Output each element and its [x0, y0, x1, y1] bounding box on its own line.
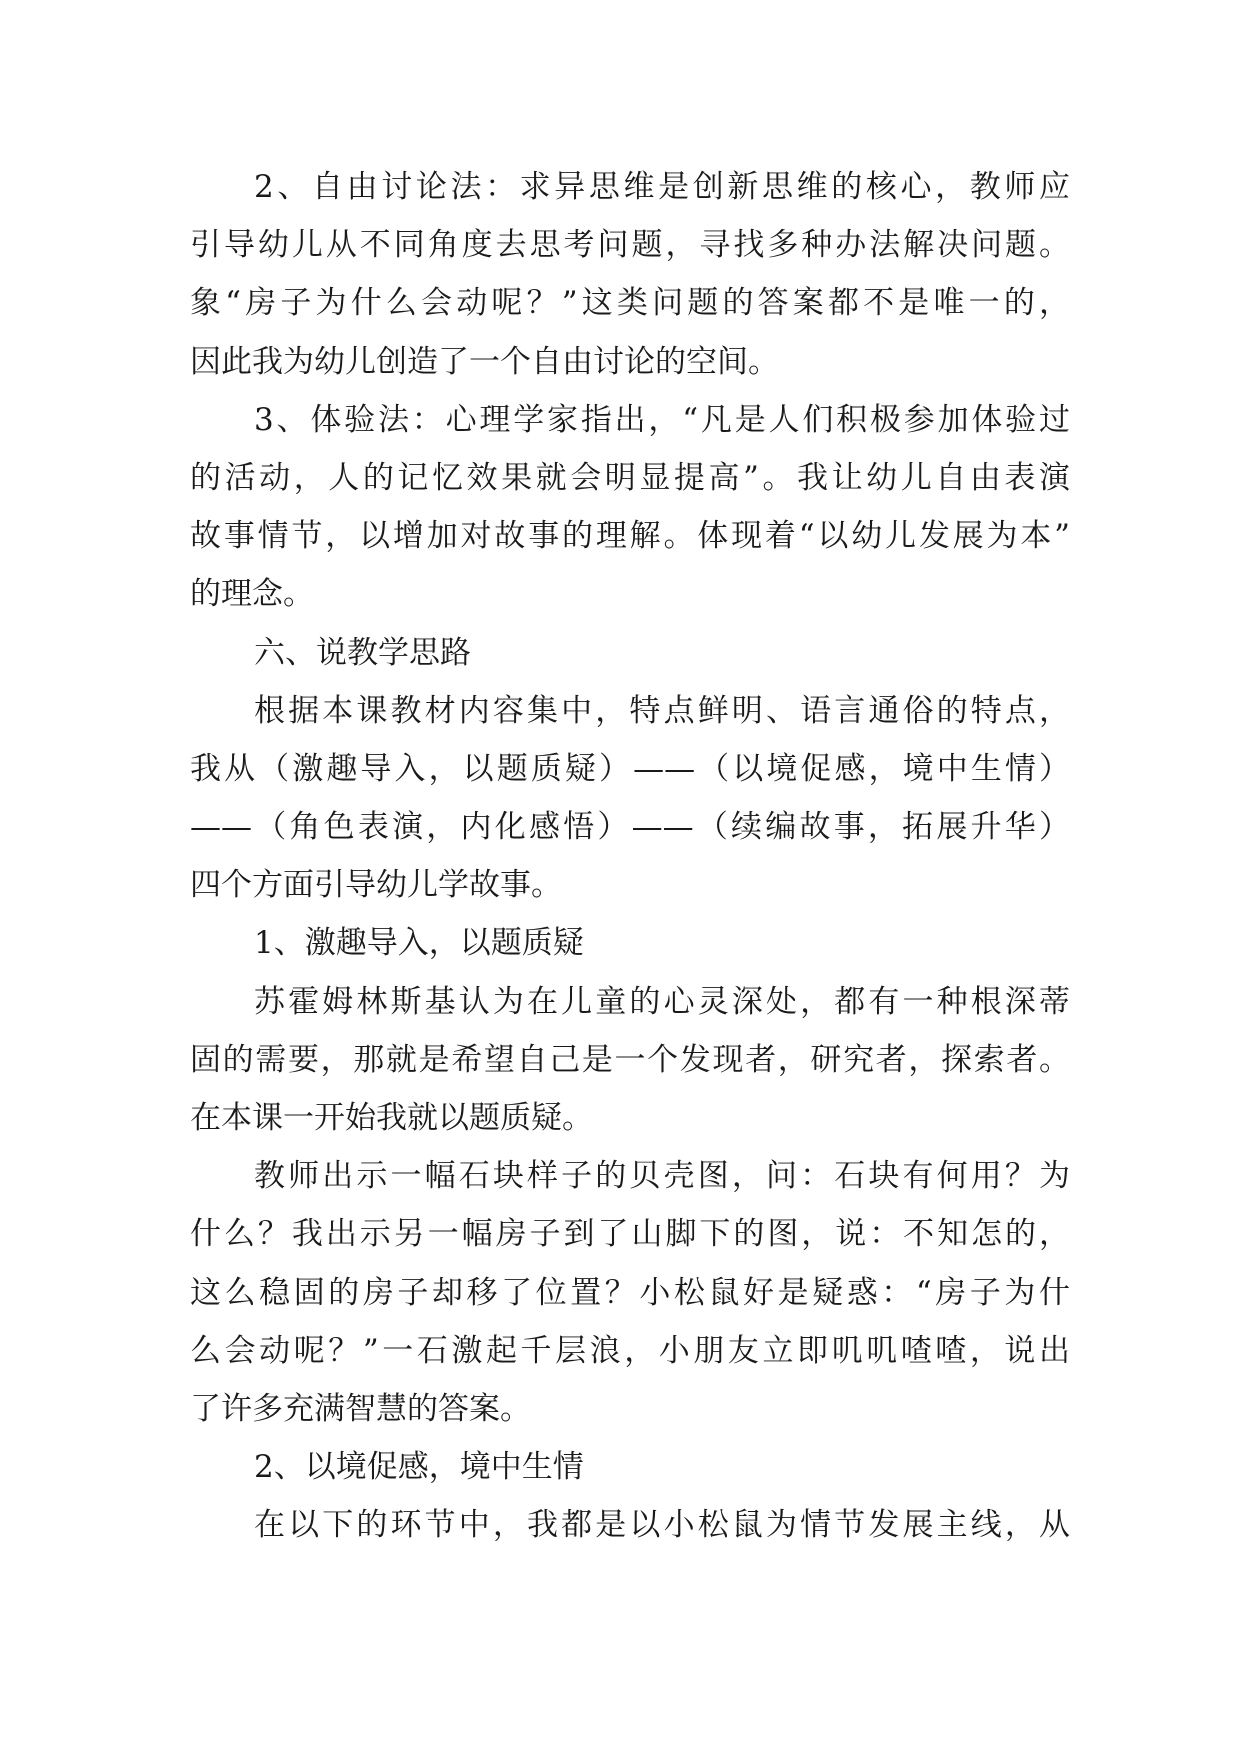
- text-line: 四个方面引导幼儿学故事。: [190, 867, 562, 904]
- text-line: 苏霍姆林斯基认为在儿童的心灵深处，都有一种根深蒂: [254, 983, 1070, 1020]
- text-line: 引导幼儿从不同角度去思考问题，寻找多种办法解决问题。: [190, 227, 1070, 264]
- document-body: [190, 158, 1070, 1555]
- text-line: 在本课一开始我就以题质疑。: [190, 1100, 593, 1136]
- text-line: 固的需要，那就是希望自己是一个发现者，研究者，探索者。: [190, 1041, 1070, 1078]
- text-line: ——（角色表演，内化感悟）——（续编故事，拓展升华）: [190, 809, 1070, 846]
- text-line: 3、体验法：心理学家指出，“凡是人们积极参加体验过: [254, 401, 1070, 438]
- text-line: 什么？我出示另一幅房子到了山脚下的图，说：不知怎的，: [190, 1216, 1070, 1253]
- subsection-heading: 2、以境促感，境中生情: [254, 1449, 584, 1486]
- text-line: 么会动呢？”一石激起千层浪，小朋友立即叽叽喳喳，说出: [190, 1332, 1070, 1369]
- text-line: 2、自由讨论法：求异思维是创新思维的核心，教师应: [254, 169, 1070, 205]
- text-line: 因此我为幼儿创造了一个自由讨论的空间。: [190, 343, 779, 380]
- subsection-heading: 1、激趣导入，以题质疑: [254, 925, 584, 962]
- section-heading: 六、说教学思路: [254, 634, 471, 671]
- text-line: 这么稳固的房子却移了位置？小松鼠好是疑惑：“房子为什: [190, 1274, 1070, 1311]
- text-line: 在以下的环节中，我都是以小松鼠为情节发展主线，从: [254, 1507, 1070, 1544]
- text-line: 了许多充满智慧的答案。: [190, 1390, 531, 1427]
- text-line: 象“房子为什么会动呢？”这类问题的答案都不是唯一的，: [190, 285, 1070, 322]
- text-line: 根据本课教材内容集中，特点鲜明、语言通俗的特点，: [254, 692, 1070, 729]
- text-line: 的活动，人的记忆效果就会明显提高”。我让幼儿自由表演: [190, 459, 1070, 496]
- text-line: 教师出示一幅石块样子的贝壳图，问：石块有何用？为: [254, 1158, 1070, 1195]
- text-line: 我从（激趣导入，以题质疑）——（以境促感，境中生情）: [190, 750, 1070, 787]
- text-line: 故事情节，以增加对故事的理解。体现着“以幼儿发展为本”: [190, 518, 1070, 555]
- text-line: 的理念。: [190, 576, 314, 613]
